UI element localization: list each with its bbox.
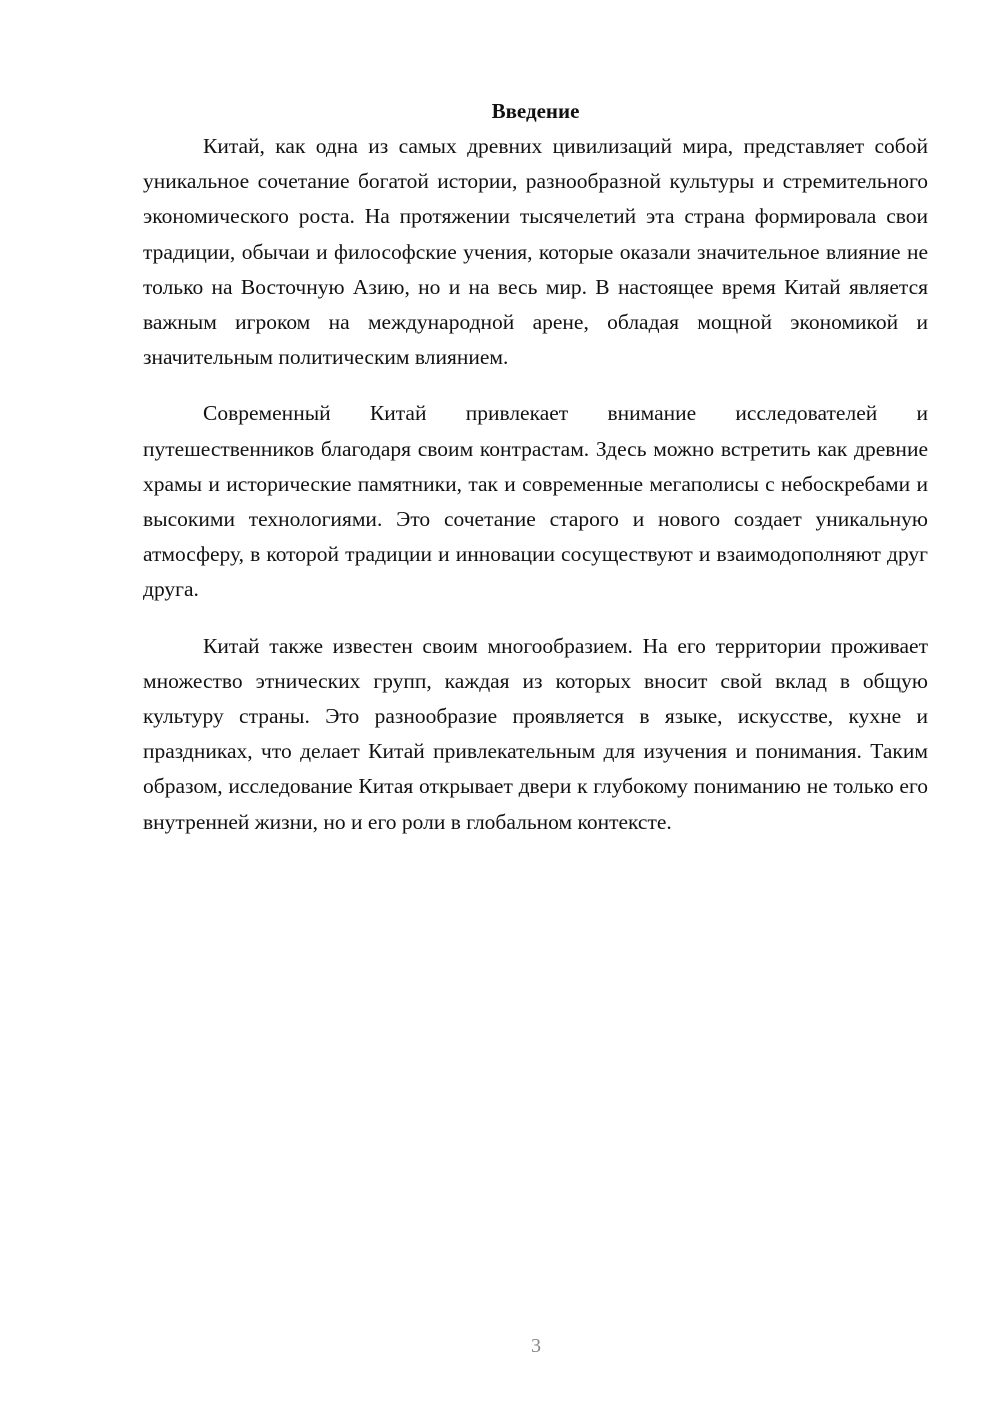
- paragraph-3: Китай также известен своим многообразием. На его территории проживает множество этнических групп, каждая из которых вносит свой вклад в общую культуру страны. Это разнообразие проявляется в языке, искусстве, кухне и праздниках, что делает Китай привлекательным для изучения и понимания. Таким образом, исследование Китая открывает двери к глубокому пониманию не только его внутренней жизни, но и его роли в глобальном контексте.: [143, 633, 928, 834]
- page-content: [143, 94, 928, 840]
- page-number: 3: [531, 1335, 541, 1357]
- paragraph-2: Современный Китай привлекает внимание исследователей и путешественников благодаря своим контрастам. Здесь можно встретить как древние храмы и исторические памятники, так и современные мегаполисы с небоскребами и высокими технологиями. Это сочетание старого и нового создает уникальную атмосферу, в которой традиции и инновации сосуществуют и взаимодополняют друг друга.: [143, 401, 928, 602]
- paragraph-1: Китай, как одна из самых древних цивилизаций мира, представляет собой уникальное сочетание богатой истории, разнообразной культуры и стремительного экономического роста. На протяжении тысячелетий эта страна формировала свои традиции, обычаи и философские учения, которые оказали значительное влияние не только на Восточную Азию, но и на весь мир. В настоящее время Китай является важным игроком на международной арене, обладая мощной экономикой и значительным политическим влиянием.: [143, 134, 928, 370]
- section-heading: Введение: [491, 99, 580, 123]
